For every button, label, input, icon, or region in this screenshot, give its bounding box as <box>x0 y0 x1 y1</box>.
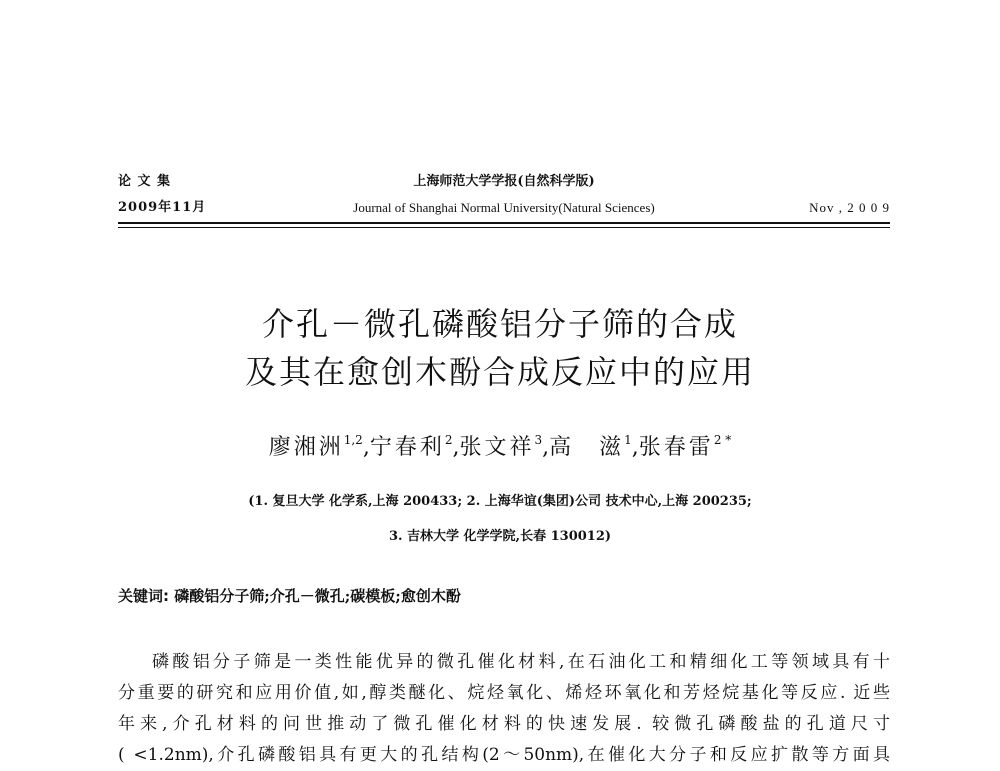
journal-name-en: Journal of Shanghai Normal University(Natural Sciences) <box>353 200 655 215</box>
journal-name-cn: 上海师范大学学报(自然科学版) <box>413 174 595 189</box>
body-paragraph <box>118 647 890 771</box>
keywords-text: 磷酸铝分子筛;介孔－微孔;碳模板;愈创木酚 <box>174 587 461 605</box>
header-rule-thick <box>118 222 890 224</box>
issue-date-cn: 2009年11月 <box>118 200 207 215</box>
author-list <box>0 433 1000 463</box>
affiliation-line-1: (1. 复旦大学 化学系,上海 200433; 2. 上海华谊(集团)公司 技术中心,上海 200235; <box>248 494 752 509</box>
affiliation-line-2: 3. 吉林大学 化学学院,长春 130012) <box>388 529 612 544</box>
author: 张文祥$^3$, <box>459 433 550 460</box>
paper-title-line-1: 介孔－微孔磷酸铝分子筛的合成 <box>261 305 738 343</box>
issue-date-en: Nov , 2 0 0 9 <box>809 200 890 215</box>
body-line: 磷酸铝分子筛是一类性能优异的微孔催化材料,在石油化工和精细化工等领域具有十 <box>152 652 890 672</box>
body-line: 年来,介孔材料的问世推动了微孔催化材料的快速发展. 较微孔磷酸盐的孔道尺寸 <box>118 714 890 734</box>
section-label: 论 文 集 <box>118 174 172 189</box>
keywords-label: 关键词: <box>118 587 169 605</box>
body-line: ( <1.2nm),介孔磷酸铝具有更大的孔结构(2～50nm),在催化大分子和反应扩散等方面具 <box>118 745 890 765</box>
keywords <box>118 586 890 606</box>
author: 高 滋$^1$, <box>549 433 639 460</box>
author: 廖湘洲$^{1,2}$, <box>268 433 370 460</box>
body-line: 分重要的研究和应用价值,如,醇类醚化、烷烃氧化、烯烃环氧化和芳烃烷基化等反应. 近些 <box>118 683 890 703</box>
author: 张春雷$^{2 *}$ <box>638 433 732 460</box>
paper-title-line-2: 及其在愈创木酚合成反应中的应用 <box>244 353 755 391</box>
author: 宁春利$^2$, <box>369 433 460 460</box>
header-rule-thin <box>118 227 890 228</box>
